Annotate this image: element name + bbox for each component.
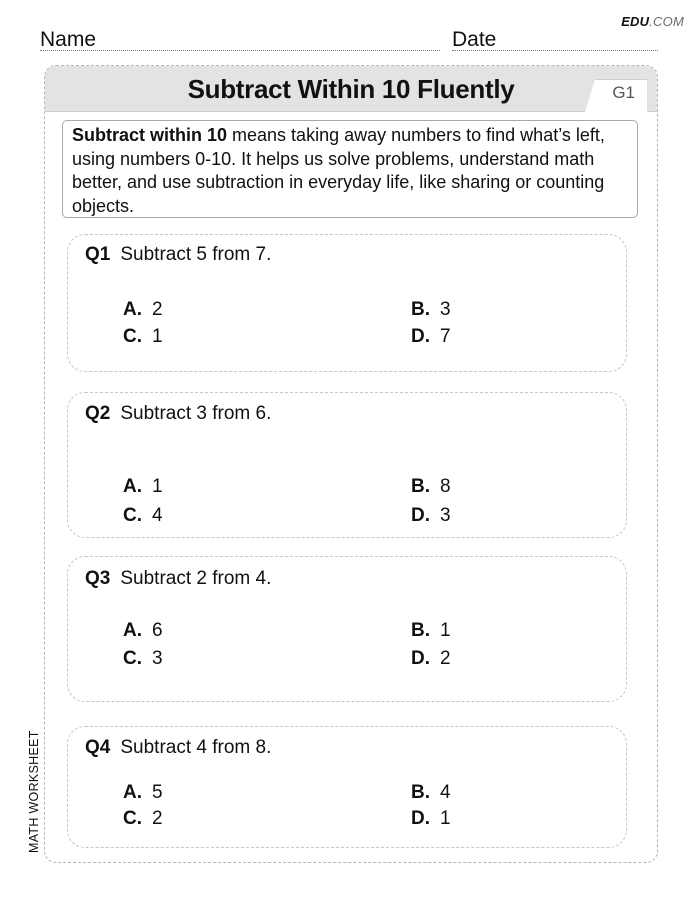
- option-c[interactable]: [123, 326, 163, 348]
- option-c[interactable]: [123, 505, 163, 527]
- option-d[interactable]: [411, 808, 451, 830]
- option-letter: A.: [123, 620, 142, 641]
- question-card-q2: [67, 392, 627, 538]
- option-a[interactable]: [123, 476, 163, 498]
- option-a[interactable]: [123, 782, 163, 804]
- option-c[interactable]: [123, 808, 163, 830]
- option-value: 1: [440, 808, 451, 829]
- option-value: 2: [152, 808, 163, 829]
- option-letter: D.: [411, 648, 430, 669]
- option-d[interactable]: [411, 648, 451, 670]
- question-text: Subtract 5 from 7.: [120, 244, 272, 265]
- question-text: Subtract 3 from 6.: [120, 403, 272, 424]
- question-text: Subtract 4 from 8.: [120, 737, 272, 758]
- intro-bold: Subtract within 10: [72, 125, 228, 145]
- option-letter: C.: [123, 326, 142, 347]
- question-header: [85, 568, 271, 590]
- option-value: 7: [440, 326, 451, 347]
- option-d[interactable]: [411, 505, 451, 527]
- option-a[interactable]: [123, 620, 163, 642]
- question-card-q1: [67, 234, 627, 372]
- name-field[interactable]: [40, 28, 440, 51]
- option-letter: B.: [411, 476, 430, 497]
- side-label: MATH WORKSHEET: [27, 730, 41, 853]
- intro-box: [62, 120, 638, 218]
- question-number: Q1: [85, 244, 111, 265]
- question-header: [85, 244, 271, 266]
- option-value: 4: [440, 782, 451, 803]
- worksheet-title: Subtract Within 10 Fluently: [187, 74, 515, 104]
- option-value: 5: [152, 782, 163, 803]
- option-letter: A.: [123, 299, 142, 320]
- option-value: 2: [152, 299, 163, 320]
- option-value: 1: [440, 620, 451, 641]
- question-header: [85, 403, 271, 425]
- question-card-q3: [67, 556, 627, 702]
- option-b[interactable]: [411, 782, 451, 804]
- brand-edu: EDU: [621, 14, 650, 29]
- option-a[interactable]: [123, 299, 163, 321]
- question-header: [85, 737, 271, 759]
- option-letter: C.: [123, 648, 142, 669]
- option-letter: A.: [123, 782, 142, 803]
- option-c[interactable]: [123, 648, 163, 670]
- intro-text: means taking away numbers to find what’s left, using numbers 0-10. It helps us solve problems, understand math better, and use subtraction in everyday life, like sharing or counting objects.: [72, 125, 605, 216]
- option-value: 2: [440, 648, 451, 669]
- option-b[interactable]: [411, 476, 451, 498]
- option-letter: C.: [123, 808, 142, 829]
- option-letter: B.: [411, 782, 430, 803]
- option-value: 3: [152, 648, 163, 669]
- date-label: Date: [452, 28, 497, 51]
- date-field[interactable]: [452, 28, 658, 51]
- option-letter: D.: [411, 505, 430, 526]
- option-letter: D.: [411, 808, 430, 829]
- option-value: 1: [152, 326, 163, 347]
- question-text: Subtract 2 from 4.: [120, 568, 272, 589]
- grade-label: G1: [612, 83, 635, 102]
- question-card-q4: [67, 726, 627, 848]
- option-value: 3: [440, 505, 451, 526]
- option-value: 6: [152, 620, 163, 641]
- option-letter: C.: [123, 505, 142, 526]
- brand-com: .COM: [649, 14, 684, 29]
- option-value: 1: [152, 476, 163, 497]
- option-letter: A.: [123, 476, 142, 497]
- option-b[interactable]: [411, 620, 451, 642]
- question-number: Q2: [85, 403, 111, 424]
- option-value: 3: [440, 299, 451, 320]
- option-letter: B.: [411, 620, 430, 641]
- name-label: Name: [40, 28, 97, 51]
- option-letter: D.: [411, 326, 430, 347]
- question-number: Q3: [85, 568, 111, 589]
- option-value: 4: [152, 505, 163, 526]
- option-letter: B.: [411, 299, 430, 320]
- question-number: Q4: [85, 737, 111, 758]
- option-d[interactable]: [411, 326, 451, 348]
- option-b[interactable]: [411, 299, 451, 321]
- option-value: 8: [440, 476, 451, 497]
- brand-logo: [621, 14, 684, 29]
